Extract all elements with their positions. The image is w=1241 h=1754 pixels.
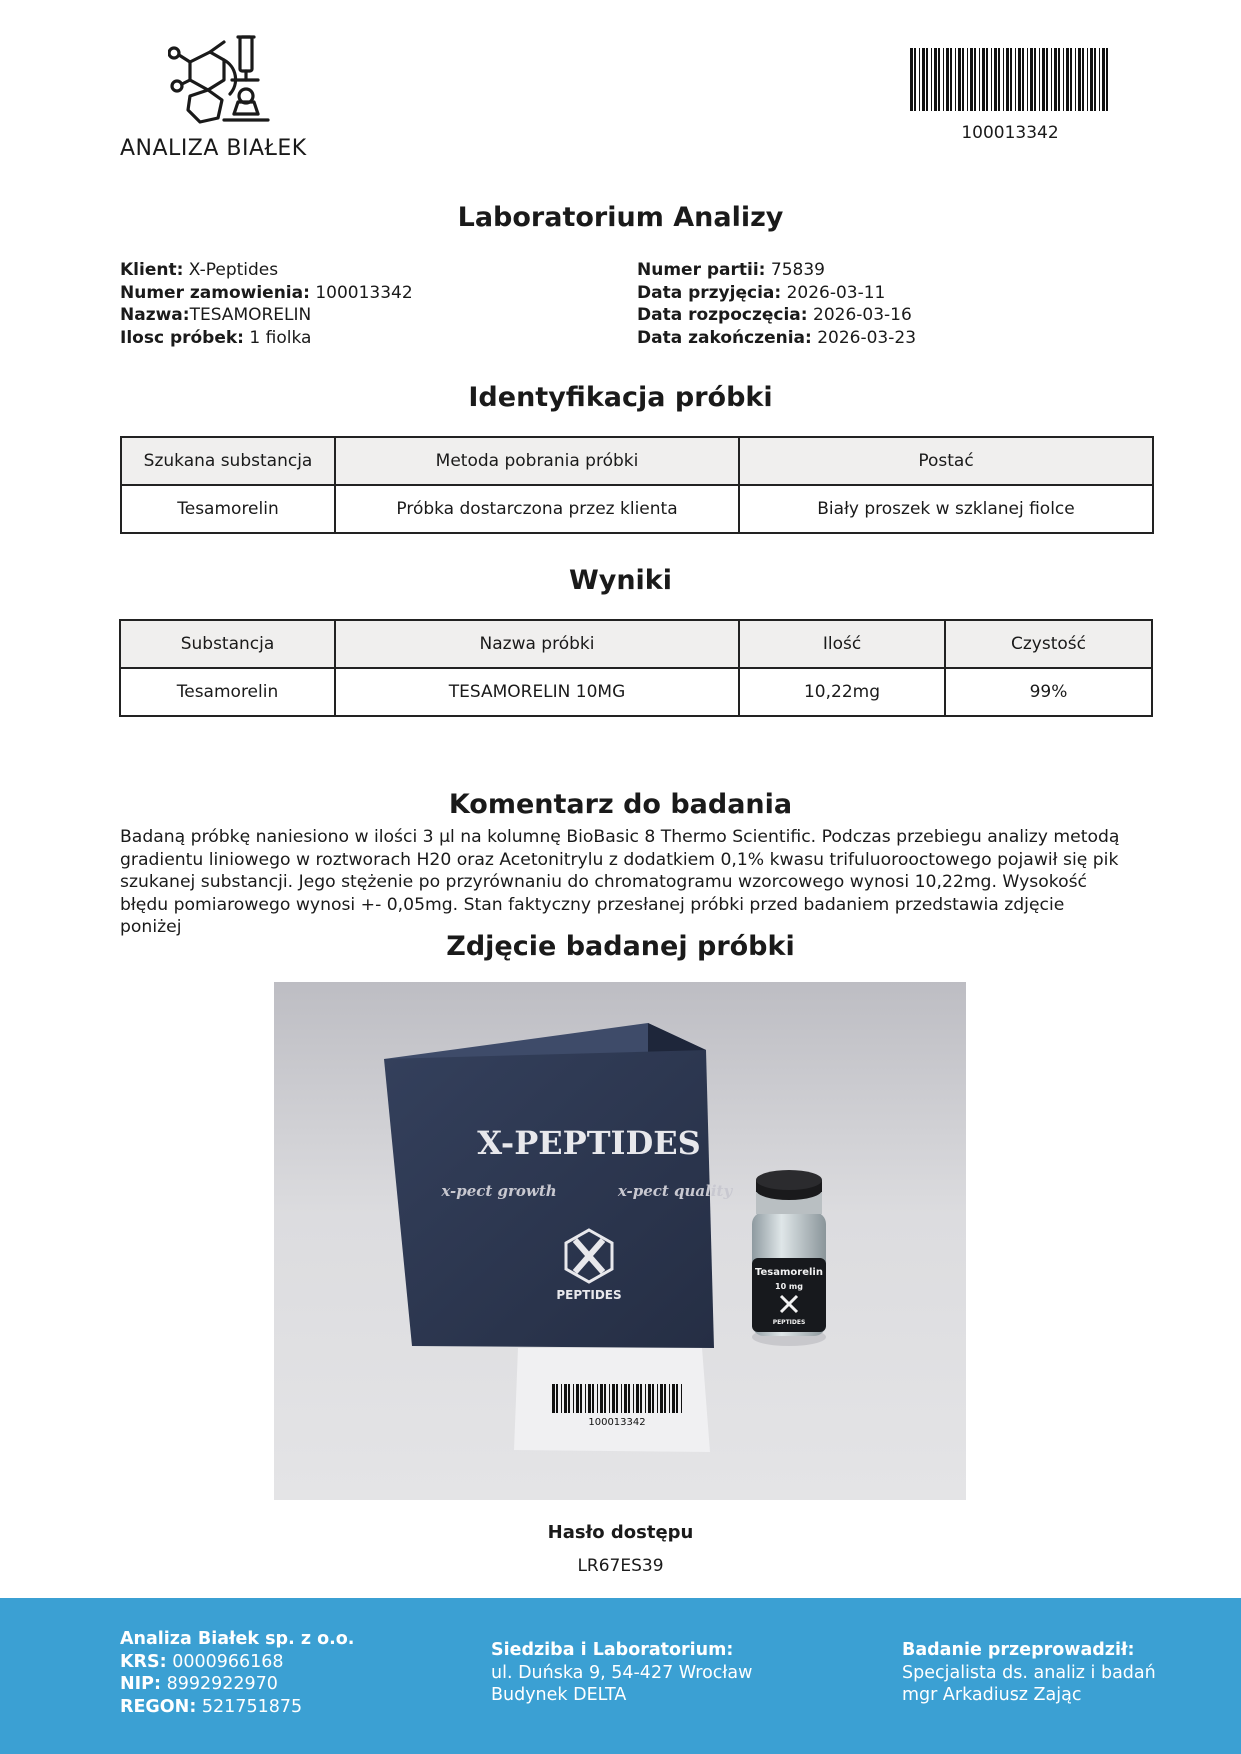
- barcode-bar: [672, 1384, 675, 1413]
- barcode-bar: [681, 1384, 682, 1413]
- end-date-value: 2026-03-23: [817, 327, 917, 348]
- vial: [752, 1170, 826, 1346]
- client-row: Klient: X-Peptides: [120, 260, 279, 280]
- photo-heading: Zdjęcie badanej próbki: [446, 931, 795, 962]
- table-cell: Próbka dostarczona przez klienta: [335, 485, 739, 533]
- barcode-bar: [616, 1384, 618, 1413]
- batch-number-value: 75839: [770, 260, 825, 280]
- barcode-bar: [998, 48, 1000, 111]
- order-info-right: [637, 259, 916, 349]
- barcode-bar: [962, 48, 964, 111]
- barcode-bar: [967, 48, 968, 111]
- table-header-cell: Nazwa próbki: [335, 620, 739, 668]
- footer-company: Analiza Białek sp. z o.o. KRS: 0000966168 NIP: 8992922970 REGON: 521751875: [120, 1629, 355, 1717]
- box-slogan-right: x-pect quality: [617, 1182, 733, 1200]
- krs-value: 0000966168: [172, 1651, 284, 1672]
- barcode-bar: [1087, 48, 1088, 111]
- barcode-bar: [676, 1384, 678, 1413]
- barcode-bar: [556, 1384, 558, 1413]
- barcode-bar: [1018, 48, 1021, 111]
- received-date-row: Data przyjęcia: 2026-03-11: [637, 282, 886, 303]
- analyst-line: Specjalista ds. analiz i badań: [902, 1662, 1156, 1683]
- access-password-label: Hasło dostępu: [547, 1522, 694, 1543]
- box-logo-text: PEPTIDES: [556, 1288, 622, 1302]
- barcode-bar: [621, 1384, 622, 1413]
- results-heading: Wyniki: [568, 565, 673, 596]
- barcode-bar: [604, 1384, 606, 1413]
- vial-logo-text: PEPTIDES: [772, 1319, 806, 1326]
- molecule-microscope-icon: [168, 34, 278, 130]
- barcode-bar: [938, 48, 940, 111]
- barcode-bar: [597, 1384, 598, 1413]
- barcode-bar: [910, 48, 913, 111]
- barcode-bar: [1063, 48, 1064, 111]
- barcode-bar: [573, 1384, 574, 1413]
- barcode-bar: [979, 48, 980, 111]
- barcode-bar: [950, 48, 952, 111]
- barcode-bar: [648, 1384, 651, 1413]
- footer-analyst: [902, 1639, 1156, 1707]
- table-header-cell: Czystość: [945, 620, 1152, 668]
- page-title: Laboratorium Analizy: [457, 202, 784, 233]
- table-header-row: [120, 620, 1152, 668]
- barcode-bar: [1106, 48, 1108, 111]
- barcode-bar: [1039, 48, 1040, 111]
- barcode-bar: [1070, 48, 1072, 111]
- barcode-bar: [1082, 48, 1084, 111]
- table-cell: TESAMORELIN 10MG: [335, 668, 739, 716]
- name-row: Nazwa:TESAMORELIN: [120, 305, 312, 325]
- barcode-bar: [922, 48, 925, 111]
- barcode-bar: [982, 48, 985, 111]
- received-date-value: 2026-03-11: [786, 282, 886, 303]
- logo-text: ANALIZA BIAŁEK: [120, 136, 307, 161]
- barcode-bar: [1006, 48, 1009, 111]
- client-value: X-Peptides: [188, 260, 279, 280]
- barcode-bar: [1099, 48, 1100, 111]
- table-cell: Tesamorelin: [121, 485, 335, 533]
- nip-value: 8992922970: [166, 1674, 278, 1694]
- barcode-bar: [986, 48, 988, 111]
- comment-line: gradientu liniowego w roztworach H20 oraz Acetonitrylu z dodatkiem 0,1% kwasu trifuluorooctowego pojawił się pik: [120, 849, 1119, 870]
- box-brand-text: X-PEPTIDES: [477, 1124, 701, 1162]
- barcode-bar: [1051, 48, 1052, 111]
- start-date-row: Data rozpoczęcia: 2026-03-16: [637, 305, 912, 325]
- barcode-icon: [908, 48, 1112, 111]
- table-row: [121, 485, 1153, 533]
- analyst-label: Badanie przeprowadził:: [902, 1640, 1135, 1660]
- order-number-row: Numer zamowienia: 100013342: [120, 282, 413, 303]
- barcode-bar: [657, 1384, 658, 1413]
- comment-heading: Komentarz do badania: [448, 789, 793, 820]
- barcode-bar: [926, 48, 928, 111]
- barcode-bar: [943, 48, 944, 111]
- barcode-number: 100013342: [961, 123, 1059, 143]
- barcode-bar: [1022, 48, 1024, 111]
- barcode-bar: [585, 1384, 586, 1413]
- order-number-value: 100013342: [315, 282, 413, 303]
- barcode-bar: [1058, 48, 1060, 111]
- table-cell: 10,22mg: [739, 668, 945, 716]
- table-header-cell: Substancja: [120, 620, 335, 668]
- address-line: Budynek DELTA: [491, 1685, 627, 1705]
- comment-line: Badaną próbkę naniesiono w ilości 3 µl na kolumnę BioBasic 8 Thermo Scientific. Podczas przebiegu analizy metodą: [120, 827, 1120, 847]
- barcode-bar: [624, 1384, 627, 1413]
- footer-address: [491, 1639, 752, 1707]
- barcode-bar: [1010, 48, 1012, 111]
- barcode-bar: [552, 1384, 555, 1413]
- barcode-bar: [640, 1384, 642, 1413]
- barcode-bar: [934, 48, 937, 111]
- barcode-bar: [1078, 48, 1081, 111]
- barcode-bar: [994, 48, 997, 111]
- barcode-bar: [592, 1384, 594, 1413]
- barcode-bar: [958, 48, 961, 111]
- barcode-bar: [1003, 48, 1004, 111]
- barcode-bar: [1102, 48, 1105, 111]
- barcode-bar: [652, 1384, 654, 1413]
- barcode-bar: [600, 1384, 603, 1413]
- address-label: Siedziba i Laboratorium:: [491, 1640, 734, 1660]
- barcode-bar: [664, 1384, 666, 1413]
- barcode-bar: [1027, 48, 1028, 111]
- end-date-row: Data zakończenia: 2026-03-23: [637, 327, 917, 348]
- barcode-bar: [609, 1384, 610, 1413]
- barcode-bar: [914, 48, 916, 111]
- table-header-row: [121, 437, 1153, 485]
- barcode-bar: [1015, 48, 1016, 111]
- barcode-bar: [564, 1384, 567, 1413]
- analyst-line: mgr Arkadiusz Zając: [902, 1685, 1082, 1705]
- table-cell: Tesamorelin: [120, 668, 335, 716]
- identification-heading: Identyfikacja próbki: [468, 382, 773, 413]
- company-logo: [120, 34, 330, 169]
- regon-value: 521751875: [201, 1696, 303, 1717]
- sample-count-row: Ilosc próbek: 1 fiolka: [120, 327, 312, 348]
- access-password-value: LR67ES39: [577, 1556, 664, 1576]
- company-name: Analiza Białek sp. z o.o.: [120, 1629, 355, 1649]
- barcode-bar: [991, 48, 992, 111]
- batch-number-row: Numer partii: 75839: [637, 260, 825, 280]
- barcode-bar: [645, 1384, 646, 1413]
- table-row: [120, 668, 1152, 716]
- barcode-bar: [561, 1384, 562, 1413]
- results-table: [119, 619, 1153, 717]
- identification-table: [120, 436, 1154, 534]
- barcode-bar: [1090, 48, 1093, 111]
- comment-line: szukanej substancji. Jego stężenie po przyrównaniu do chromatogramu wzorcowego wynosi 10,22mg. Wysokość: [120, 872, 1087, 892]
- barcode-bar: [970, 48, 973, 111]
- table-header-cell: Metoda pobrania próbki: [335, 437, 739, 485]
- table-header-cell: Ilość: [739, 620, 945, 668]
- sample-count-value: 1 fiolka: [249, 327, 312, 348]
- vial-label: Tesamorelin: [755, 1267, 823, 1278]
- photo-barcode-number: 100013342: [588, 1417, 646, 1428]
- table-header-cell: Szukana substancja: [121, 437, 335, 485]
- barcode-bar: [955, 48, 956, 111]
- barcode-bar: [931, 48, 932, 111]
- sample-photo-image: [274, 982, 966, 1500]
- barcode-bar: [1046, 48, 1048, 111]
- barcode-bar: [660, 1384, 663, 1413]
- barcode-bar: [633, 1384, 634, 1413]
- footer: [0, 1598, 1241, 1754]
- barcode-bar: [568, 1384, 570, 1413]
- barcode-bar: [588, 1384, 591, 1413]
- barcode-bar: [669, 1384, 670, 1413]
- barcode-bar: [919, 48, 920, 111]
- barcode-bar: [580, 1384, 582, 1413]
- barcode-bar: [1034, 48, 1036, 111]
- vial-dose: 10 mg: [775, 1282, 803, 1291]
- barcode-bar: [1030, 48, 1033, 111]
- barcode-bar: [1075, 48, 1076, 111]
- barcode-bar: [636, 1384, 639, 1413]
- name-value: TESAMORELIN: [189, 305, 312, 325]
- table-header-cell: Postać: [739, 437, 1153, 485]
- start-date-value: 2026-03-16: [813, 305, 912, 325]
- address-line: ul. Duńska 9, 54-427 Wrocław: [491, 1662, 753, 1683]
- barcode-bar: [1054, 48, 1057, 111]
- table-cell: 99%: [945, 668, 1152, 716]
- barcode-bar: [1094, 48, 1096, 111]
- comment-text: [120, 826, 1130, 939]
- table-cell: Biały proszek w szklanej fiolce: [739, 485, 1153, 533]
- barcode-bar: [974, 48, 976, 111]
- sample-photo: [274, 982, 966, 1500]
- barcode-bar: [628, 1384, 630, 1413]
- top-barcode: [908, 48, 1112, 143]
- barcode-bar: [612, 1384, 615, 1413]
- barcode-bar: [1066, 48, 1069, 111]
- comment-line: błędu pomiarowego wynosi +- 0,05mg. Stan faktyczny przesłanej próbki przed badaniem przedstawia zdjęcie poniżej: [120, 894, 1065, 937]
- barcode-bar: [576, 1384, 579, 1413]
- order-info-left: [120, 259, 413, 349]
- box-slogan-left: x-pect growth: [441, 1182, 557, 1200]
- barcode-bar: [1042, 48, 1045, 111]
- barcode-bar: [946, 48, 949, 111]
